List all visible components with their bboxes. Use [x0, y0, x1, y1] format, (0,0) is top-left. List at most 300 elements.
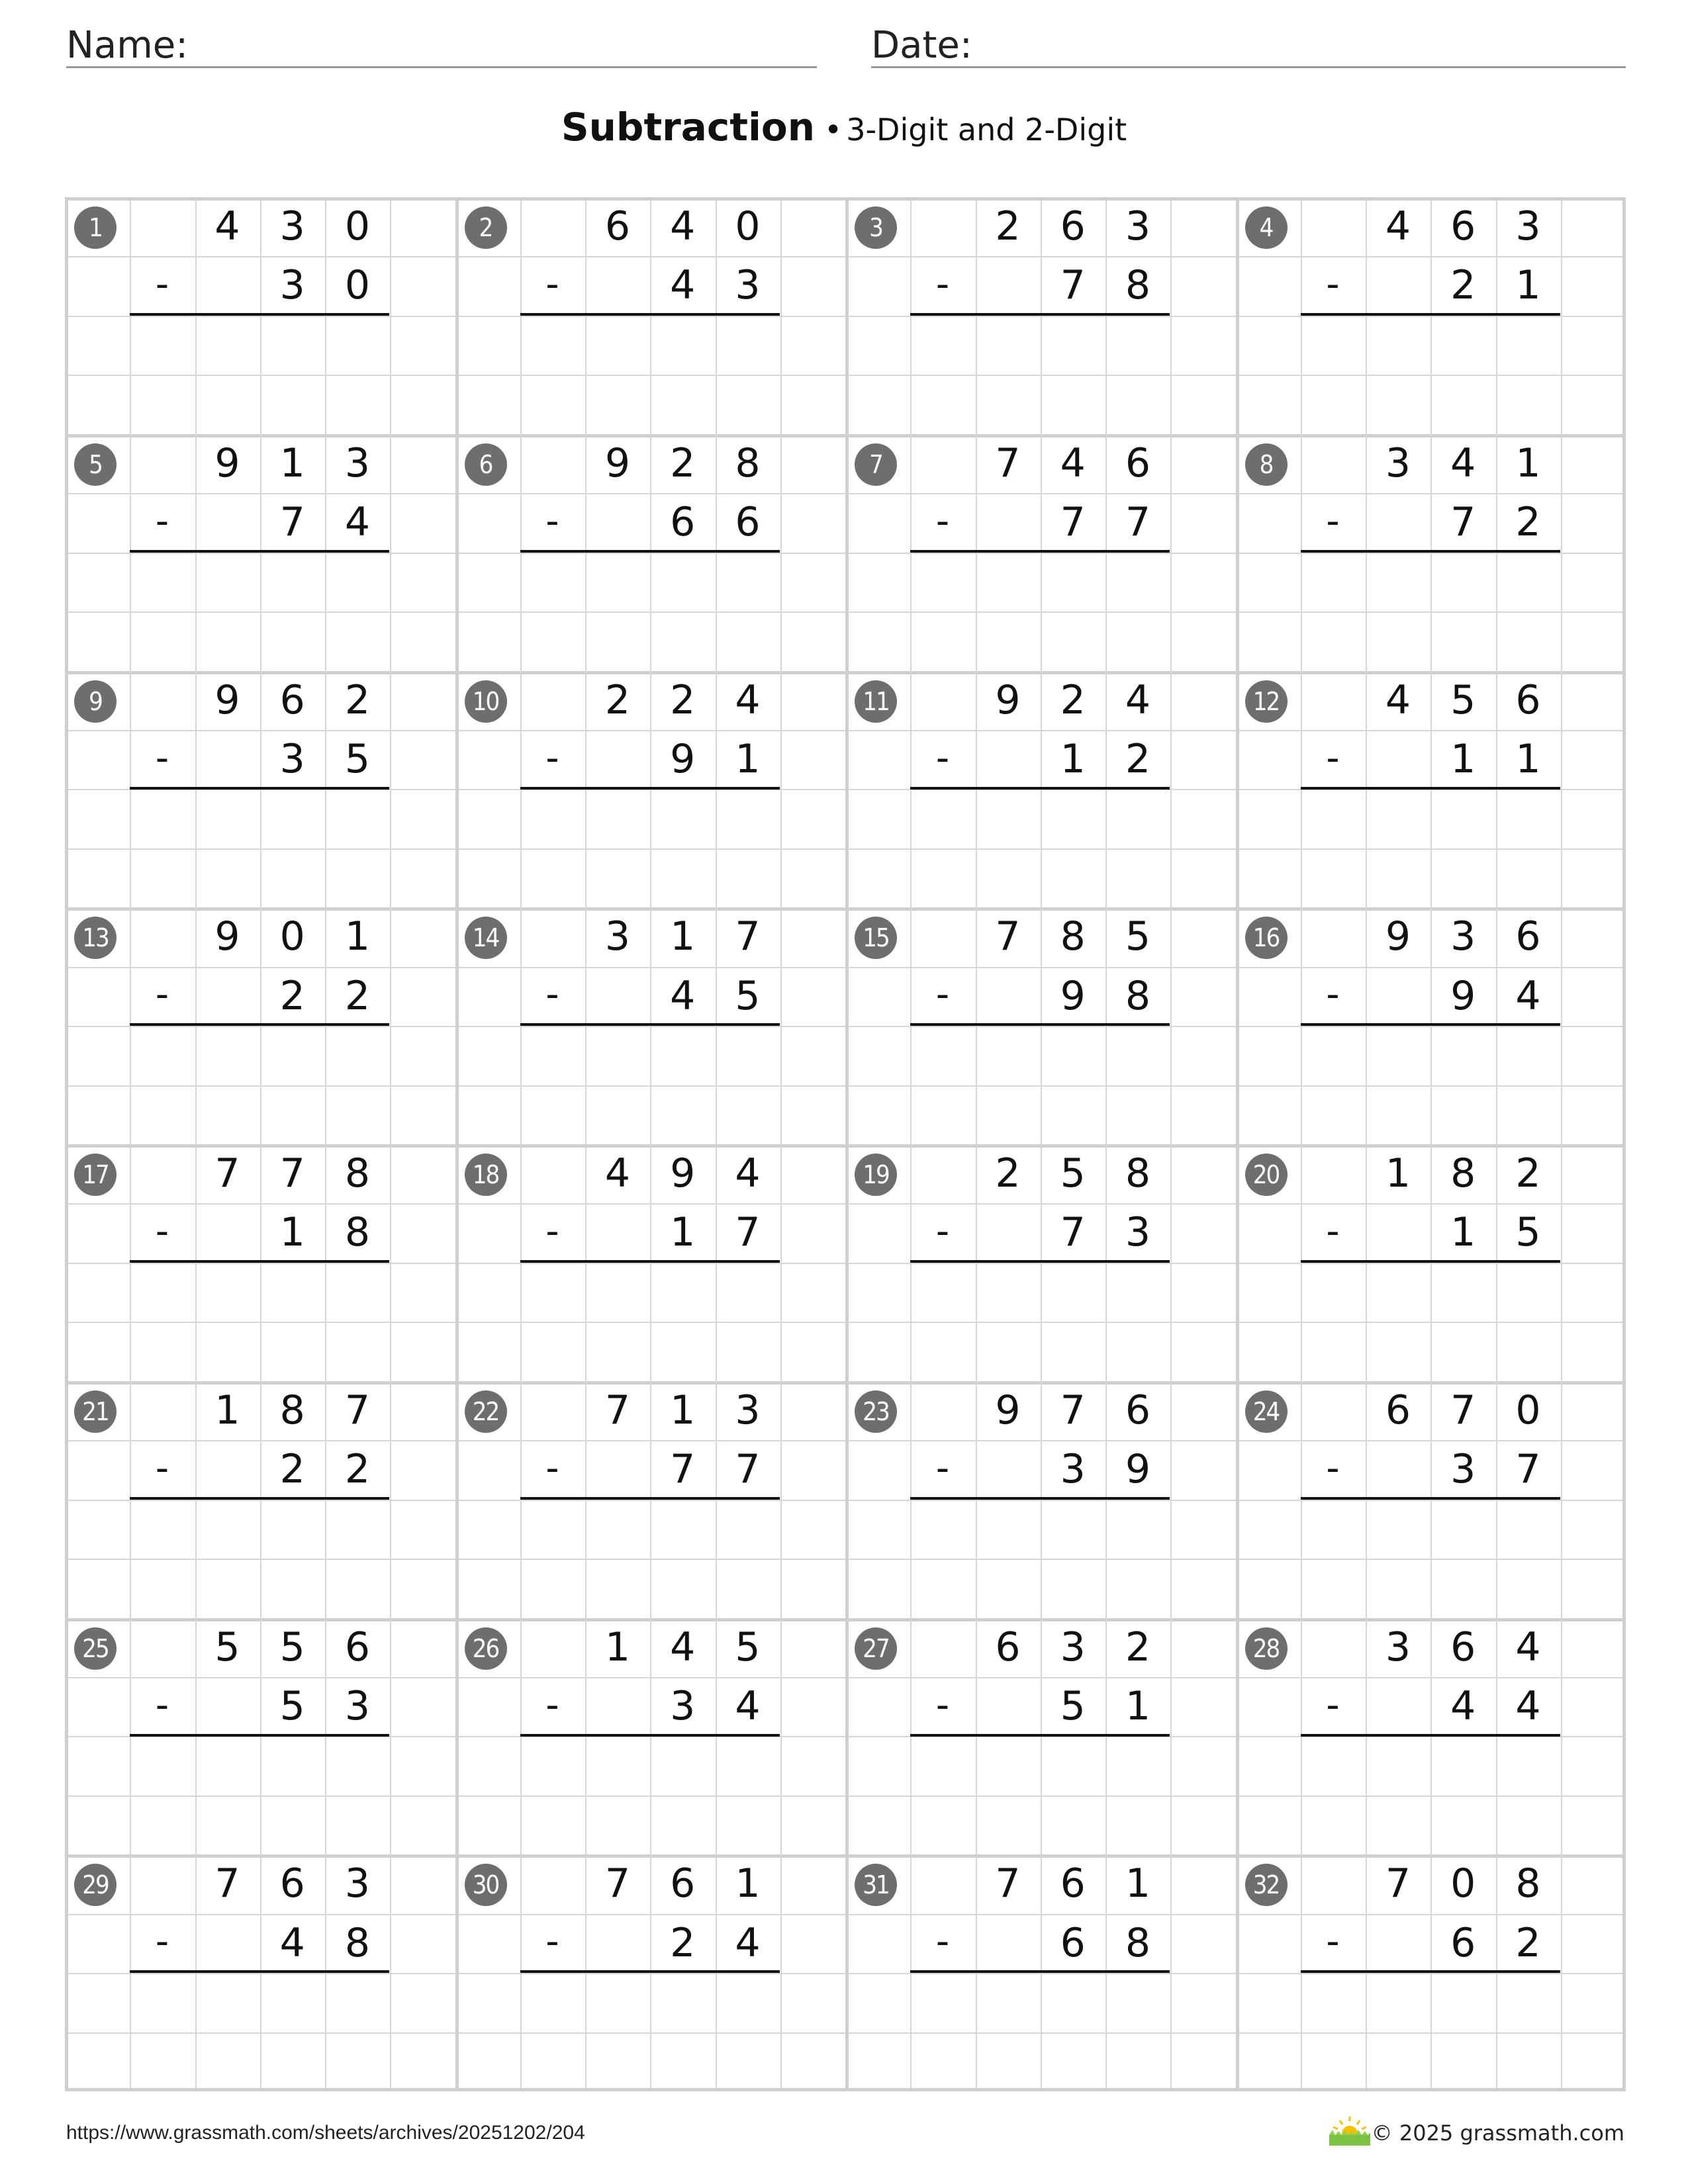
problem-number-badge: 8 — [1245, 443, 1288, 486]
problem — [65, 434, 454, 670]
problem — [65, 1144, 454, 1381]
minuend-digit: 7 — [995, 1860, 1021, 1907]
minuend-digit: 9 — [995, 1387, 1021, 1433]
minuend-digit: 6 — [279, 1860, 305, 1907]
problem-number-badge: 13 — [74, 917, 117, 959]
answer-line — [1301, 1970, 1560, 1973]
minuend-digit: 0 — [279, 913, 305, 960]
subtrahend-digit: 2 — [279, 1446, 305, 1493]
problem-number-badge: 7 — [855, 443, 897, 486]
subtrahend-digit: 8 — [1125, 262, 1151, 309]
subtrahend-digit: 4 — [735, 1919, 761, 1966]
subtrahend-digit: 9 — [1450, 972, 1476, 1019]
minuend-digit: 4 — [670, 1623, 696, 1670]
minuend-digit: 6 — [1515, 913, 1541, 960]
answer-line — [910, 313, 1170, 316]
problem — [845, 907, 1235, 1144]
minuend-digit: 7 — [1060, 1387, 1086, 1433]
subtrahend-digit: 3 — [670, 1682, 696, 1729]
problem — [845, 1144, 1235, 1381]
minuend-digit: 1 — [604, 1623, 631, 1670]
minuend-digit: 2 — [1515, 1150, 1541, 1197]
subtrahend-digit: 8 — [1125, 972, 1151, 1019]
subtrahend-digit: 7 — [1125, 499, 1151, 546]
minuend-digit: 7 — [995, 913, 1021, 960]
subtrahend-digit: 4 — [1450, 1682, 1476, 1729]
answer-line — [910, 1497, 1170, 1500]
minuend-digit: 8 — [1450, 1150, 1476, 1197]
subtrahend-digit: 9 — [670, 735, 696, 782]
answer-line — [910, 1970, 1170, 1973]
subtrahend-digit: 4 — [344, 499, 371, 546]
minus-sign: - — [935, 1920, 950, 1964]
minus-sign: - — [155, 973, 169, 1017]
worksheet-title — [0, 105, 1688, 150]
minuend-digit: 6 — [1450, 203, 1476, 250]
answer-line — [130, 550, 389, 553]
problem-number-badge: 15 — [855, 917, 897, 959]
subtrahend-digit: 8 — [344, 1919, 371, 1966]
minuend-digit: 3 — [1060, 1623, 1086, 1670]
subtrahend-digit: 1 — [1125, 1682, 1151, 1729]
minuend-digit: 4 — [1450, 439, 1476, 486]
minuend-digit: 1 — [344, 913, 371, 960]
problem-number-badge: 19 — [855, 1154, 897, 1196]
subtrahend-digit: 2 — [1515, 1919, 1541, 1966]
problem — [845, 197, 1235, 433]
grass-sun-logo-icon — [1327, 2115, 1373, 2147]
minuend-digit: 3 — [279, 203, 305, 250]
subtrahend-digit: 1 — [279, 1209, 305, 1256]
problem — [1236, 1854, 1625, 2091]
minuend-digit: 1 — [670, 1387, 696, 1433]
minuend-digit: 9 — [214, 439, 240, 486]
name-line — [66, 66, 817, 68]
minuend-digit: 7 — [279, 1150, 305, 1197]
subtrahend-digit: 2 — [1450, 262, 1476, 309]
minus-sign: - — [935, 1210, 950, 1253]
problem-number-badge: 11 — [855, 680, 897, 723]
problem — [455, 1381, 845, 1617]
minus-sign: - — [935, 1446, 950, 1490]
problem-number-badge: 26 — [465, 1627, 507, 1670]
answer-line — [130, 1260, 389, 1263]
minuend-digit: 4 — [604, 1150, 631, 1197]
subtrahend-digit: 7 — [735, 1209, 761, 1256]
minus-sign: - — [155, 263, 169, 306]
minuend-digit: 3 — [1385, 1623, 1411, 1670]
problem-number-badge: 2 — [465, 206, 507, 249]
subtrahend-digit: 7 — [670, 1446, 696, 1493]
answer-line — [130, 1970, 389, 1973]
problem — [1236, 1618, 1625, 1854]
answer-line — [130, 313, 389, 316]
minus-sign: - — [545, 1210, 559, 1253]
minuend-digit: 5 — [214, 1623, 240, 1670]
subtrahend-digit: 7 — [1515, 1446, 1541, 1493]
minuend-digit: 1 — [735, 1860, 761, 1907]
minuend-digit: 3 — [1515, 203, 1541, 250]
problem-number-badge: 12 — [1245, 680, 1288, 723]
problem-number-badge: 14 — [465, 917, 507, 959]
problem — [455, 671, 845, 907]
answer-line — [910, 1260, 1170, 1263]
minus-sign: - — [1326, 1920, 1340, 1964]
minuend-digit: 4 — [670, 203, 696, 250]
subtrahend-digit: 4 — [1515, 972, 1541, 1019]
subtrahend-digit: 1 — [670, 1209, 696, 1256]
problem — [65, 1618, 454, 1854]
minus-sign: - — [1326, 499, 1340, 543]
subtrahend-digit: 5 — [279, 1682, 305, 1729]
minuend-digit: 7 — [214, 1150, 240, 1197]
minuend-digit: 3 — [604, 913, 631, 960]
problem-number-badge: 25 — [74, 1627, 117, 1670]
subtrahend-digit: 1 — [1450, 735, 1476, 782]
minuend-digit: 6 — [1450, 1623, 1476, 1670]
minuend-digit: 2 — [670, 676, 696, 723]
date-line — [871, 66, 1626, 68]
problem-number-badge: 27 — [855, 1627, 897, 1670]
subtrahend-digit: 6 — [1060, 1919, 1086, 1966]
minuend-digit: 9 — [1385, 913, 1411, 960]
minuend-digit: 7 — [604, 1860, 631, 1907]
minus-sign: - — [545, 263, 559, 306]
subtrahend-digit: 3 — [1060, 1446, 1086, 1493]
answer-line — [910, 1734, 1170, 1737]
answer-line — [910, 1023, 1170, 1026]
minuend-digit: 4 — [1125, 676, 1151, 723]
subtrahend-digit: 9 — [1125, 1446, 1151, 1493]
answer-line — [1301, 1023, 1560, 1026]
problem-number-badge: 22 — [465, 1390, 507, 1433]
minuend-digit: 8 — [1060, 913, 1086, 960]
name-label: Name: — [66, 24, 189, 67]
minuend-digit: 1 — [1515, 439, 1541, 486]
minus-sign: - — [935, 499, 950, 543]
subtrahend-digit: 4 — [279, 1919, 305, 1966]
problem-number-badge: 16 — [1245, 917, 1288, 959]
problem-number-badge: 24 — [1245, 1390, 1288, 1433]
answer-line — [1301, 550, 1560, 553]
minus-sign: - — [155, 1210, 169, 1253]
problem — [65, 671, 454, 907]
subtrahend-digit: 5 — [1515, 1209, 1541, 1256]
minuend-digit: 9 — [604, 439, 631, 486]
minuend-digit: 3 — [735, 1387, 761, 1433]
problem-number-badge: 3 — [855, 206, 897, 249]
minuend-digit: 8 — [1125, 1150, 1151, 1197]
subtrahend-digit: 4 — [735, 1682, 761, 1729]
problem — [455, 1144, 845, 1381]
subtrahend-digit: 1 — [1515, 262, 1541, 309]
answer-line — [520, 787, 780, 790]
minuend-digit: 7 — [995, 439, 1021, 486]
minuend-digit: 5 — [1125, 913, 1151, 960]
minuend-digit: 3 — [344, 1860, 371, 1907]
problem — [845, 1854, 1235, 2091]
minuend-digit: 4 — [735, 1150, 761, 1197]
minuend-digit: 6 — [995, 1623, 1021, 1670]
answer-line — [1301, 1497, 1560, 1500]
minuend-digit: 7 — [735, 913, 761, 960]
problem — [1236, 671, 1625, 907]
problem-number-badge: 5 — [74, 443, 117, 486]
minuend-digit: 3 — [344, 439, 371, 486]
subtrahend-digit: 3 — [1450, 1446, 1476, 1493]
minus-sign: - — [155, 1683, 169, 1727]
subtrahend-digit: 7 — [1060, 499, 1086, 546]
problem — [65, 1381, 454, 1617]
minuend-digit: 4 — [1385, 203, 1411, 250]
title-subtitle: 3-Digit and 2-Digit — [846, 112, 1127, 148]
minus-sign: - — [935, 263, 950, 306]
problem-number-badge: 17 — [74, 1154, 117, 1196]
title-main: Subtraction — [561, 105, 816, 150]
minus-sign: - — [545, 1920, 559, 1964]
subtrahend-digit: 4 — [670, 262, 696, 309]
subtrahend-digit: 3 — [1125, 1209, 1151, 1256]
problem — [845, 671, 1235, 907]
minus-sign: - — [1326, 263, 1340, 306]
minuend-digit: 1 — [279, 439, 305, 486]
subtrahend-digit: 7 — [735, 1446, 761, 1493]
subtrahend-digit: 0 — [344, 262, 371, 309]
subtrahend-digit: 8 — [344, 1209, 371, 1256]
minuend-digit: 4 — [735, 676, 761, 723]
problem-number-badge: 29 — [74, 1864, 117, 1906]
subtrahend-digit: 3 — [735, 262, 761, 309]
problem-number-badge: 31 — [855, 1864, 897, 1906]
minuend-digit: 7 — [214, 1860, 240, 1907]
minuend-digit: 6 — [279, 676, 305, 723]
minuend-digit: 2 — [344, 676, 371, 723]
minus-sign: - — [545, 1446, 559, 1490]
problem — [1236, 1144, 1625, 1381]
minus-sign: - — [1326, 1210, 1340, 1253]
answer-line — [520, 1023, 780, 1026]
minus-sign: - — [155, 736, 169, 780]
subtrahend-digit: 5 — [1060, 1682, 1086, 1729]
answer-line — [520, 1260, 780, 1263]
minuend-digit: 9 — [214, 676, 240, 723]
date-label: Date: — [871, 24, 972, 67]
problem-number-badge: 28 — [1245, 1627, 1288, 1670]
problem — [1236, 907, 1625, 1144]
subtrahend-digit: 3 — [344, 1682, 371, 1729]
minus-sign: - — [545, 736, 559, 780]
minuend-digit: 1 — [1385, 1150, 1411, 1197]
subtrahend-digit: 6 — [1450, 1919, 1476, 1966]
subtrahend-digit: 7 — [279, 499, 305, 546]
minus-sign: - — [155, 499, 169, 543]
minuend-digit: 6 — [1515, 676, 1541, 723]
minuend-digit: 8 — [279, 1387, 305, 1433]
subtrahend-digit: 1 — [735, 735, 761, 782]
problem-number-badge: 9 — [74, 680, 117, 723]
minuend-digit: 6 — [1060, 203, 1086, 250]
answer-line — [520, 313, 780, 316]
problem — [845, 1618, 1235, 1854]
subtrahend-digit: 2 — [344, 972, 371, 1019]
problem — [455, 197, 845, 433]
minuend-digit: 1 — [214, 1387, 240, 1433]
problem — [1236, 1381, 1625, 1617]
problem — [455, 907, 845, 1144]
minus-sign: - — [935, 736, 950, 780]
problem-number-badge: 21 — [74, 1390, 117, 1433]
problem — [65, 1854, 454, 2091]
footer-url: https://www.grassmath.com/sheets/archives/20251202/204 — [66, 2122, 585, 2144]
minuend-digit: 0 — [1450, 1860, 1476, 1907]
minus-sign: - — [155, 1446, 169, 1490]
answer-line — [1301, 1734, 1560, 1737]
minuend-digit: 6 — [670, 1860, 696, 1907]
minuend-digit: 9 — [214, 913, 240, 960]
answer-line — [910, 787, 1170, 790]
minuend-digit: 9 — [670, 1150, 696, 1197]
subtrahend-digit: 3 — [279, 262, 305, 309]
minuend-digit: 6 — [1125, 439, 1151, 486]
answer-line — [1301, 1260, 1560, 1263]
answer-line — [130, 1734, 389, 1737]
problem — [455, 434, 845, 670]
problem — [845, 434, 1235, 670]
minus-sign: - — [545, 499, 559, 543]
answer-line — [520, 1970, 780, 1973]
minuend-digit: 6 — [604, 203, 631, 250]
problem-grid — [65, 197, 1626, 2091]
subtrahend-digit: 4 — [670, 972, 696, 1019]
minuend-digit: 6 — [1060, 1860, 1086, 1907]
subtrahend-digit: 2 — [670, 1919, 696, 1966]
subtrahend-digit: 2 — [344, 1446, 371, 1493]
minuend-digit: 6 — [344, 1623, 371, 1670]
minus-sign: - — [155, 1920, 169, 1964]
minus-sign: - — [1326, 1446, 1340, 1490]
minus-sign: - — [1326, 736, 1340, 780]
subtrahend-digit: 2 — [1125, 735, 1151, 782]
minuend-digit: 4 — [1515, 1623, 1541, 1670]
minuend-digit: 5 — [1060, 1150, 1086, 1197]
footer-copyright: © 2025 grassmath.com — [1371, 2120, 1624, 2146]
minuend-digit: 3 — [1385, 439, 1411, 486]
subtrahend-digit: 5 — [344, 735, 371, 782]
subtrahend-digit: 6 — [735, 499, 761, 546]
subtrahend-digit: 7 — [1450, 499, 1476, 546]
answer-line — [520, 1497, 780, 1500]
problem — [455, 1854, 845, 2091]
minuend-digit: 2 — [1125, 1623, 1151, 1670]
minuend-digit: 4 — [1385, 676, 1411, 723]
answer-line — [130, 787, 389, 790]
minuend-digit: 7 — [604, 1387, 631, 1433]
minuend-digit: 0 — [344, 203, 371, 250]
subtrahend-digit: 6 — [670, 499, 696, 546]
subtrahend-digit: 4 — [1515, 1682, 1541, 1729]
problem-number-badge: 30 — [465, 1864, 507, 1906]
minus-sign: - — [1326, 1683, 1340, 1727]
subtrahend-digit: 1 — [1450, 1209, 1476, 1256]
minus-sign: - — [935, 973, 950, 1017]
problem — [1236, 197, 1625, 433]
minuend-digit: 4 — [214, 203, 240, 250]
answer-line — [130, 1497, 389, 1500]
minuend-digit: 8 — [1515, 1860, 1541, 1907]
subtrahend-digit: 7 — [1060, 262, 1086, 309]
problem-number-badge: 6 — [465, 443, 507, 486]
subtrahend-digit: 7 — [1060, 1209, 1086, 1256]
minuend-digit: 8 — [735, 439, 761, 486]
answer-line — [910, 550, 1170, 553]
minuend-digit: 0 — [735, 203, 761, 250]
subtrahend-digit: 9 — [1060, 972, 1086, 1019]
minuend-digit: 2 — [995, 1150, 1021, 1197]
answer-line — [1301, 787, 1560, 790]
minuend-digit: 2 — [670, 439, 696, 486]
subtrahend-digit: 5 — [735, 972, 761, 1019]
minuend-digit: 2 — [1060, 676, 1086, 723]
minuend-digit: 7 — [1450, 1387, 1476, 1433]
minuend-digit: 8 — [344, 1150, 371, 1197]
subtrahend-digit: 8 — [1125, 1919, 1151, 1966]
subtrahend-digit: 3 — [279, 735, 305, 782]
minuend-digit: 7 — [1385, 1860, 1411, 1907]
minuend-digit: 7 — [344, 1387, 371, 1433]
problem-number-badge: 20 — [1245, 1154, 1288, 1196]
minuend-digit: 3 — [1125, 203, 1151, 250]
problem — [65, 907, 454, 1144]
problem-number-badge: 4 — [1245, 206, 1288, 249]
subtrahend-digit: 2 — [279, 972, 305, 1019]
problem-number-badge: 10 — [465, 680, 507, 723]
minus-sign: - — [935, 1683, 950, 1727]
subtrahend-digit: 2 — [1515, 499, 1541, 546]
problem — [1236, 434, 1625, 670]
problem — [845, 1381, 1235, 1617]
minuend-digit: 6 — [1125, 1387, 1151, 1433]
minuend-digit: 9 — [995, 676, 1021, 723]
minuend-digit: 0 — [1515, 1387, 1541, 1433]
problem — [65, 197, 454, 433]
problem-number-badge: 18 — [465, 1154, 507, 1196]
minus-sign: - — [545, 973, 559, 1017]
minuend-digit: 4 — [1060, 439, 1086, 486]
minuend-digit: 6 — [1385, 1387, 1411, 1433]
title-separator: • — [824, 112, 843, 148]
problem-number-badge: 1 — [74, 206, 117, 249]
minus-sign: - — [545, 1683, 559, 1727]
minuend-digit: 2 — [604, 676, 631, 723]
minus-sign: - — [1326, 973, 1340, 1017]
minuend-digit: 1 — [1125, 1860, 1151, 1907]
answer-line — [520, 1734, 780, 1737]
problem — [455, 1618, 845, 1854]
subtrahend-digit: 1 — [1515, 735, 1541, 782]
answer-line — [130, 1023, 389, 1026]
answer-line — [1301, 313, 1560, 316]
minuend-digit: 5 — [735, 1623, 761, 1670]
minuend-digit: 1 — [670, 913, 696, 960]
minuend-digit: 5 — [1450, 676, 1476, 723]
problem-number-badge: 32 — [1245, 1864, 1288, 1906]
problem-number-badge: 23 — [855, 1390, 897, 1433]
answer-line — [520, 550, 780, 553]
subtrahend-digit: 1 — [1060, 735, 1086, 782]
minuend-digit: 2 — [995, 203, 1021, 250]
minuend-digit: 5 — [279, 1623, 305, 1670]
minuend-digit: 3 — [1450, 913, 1476, 960]
